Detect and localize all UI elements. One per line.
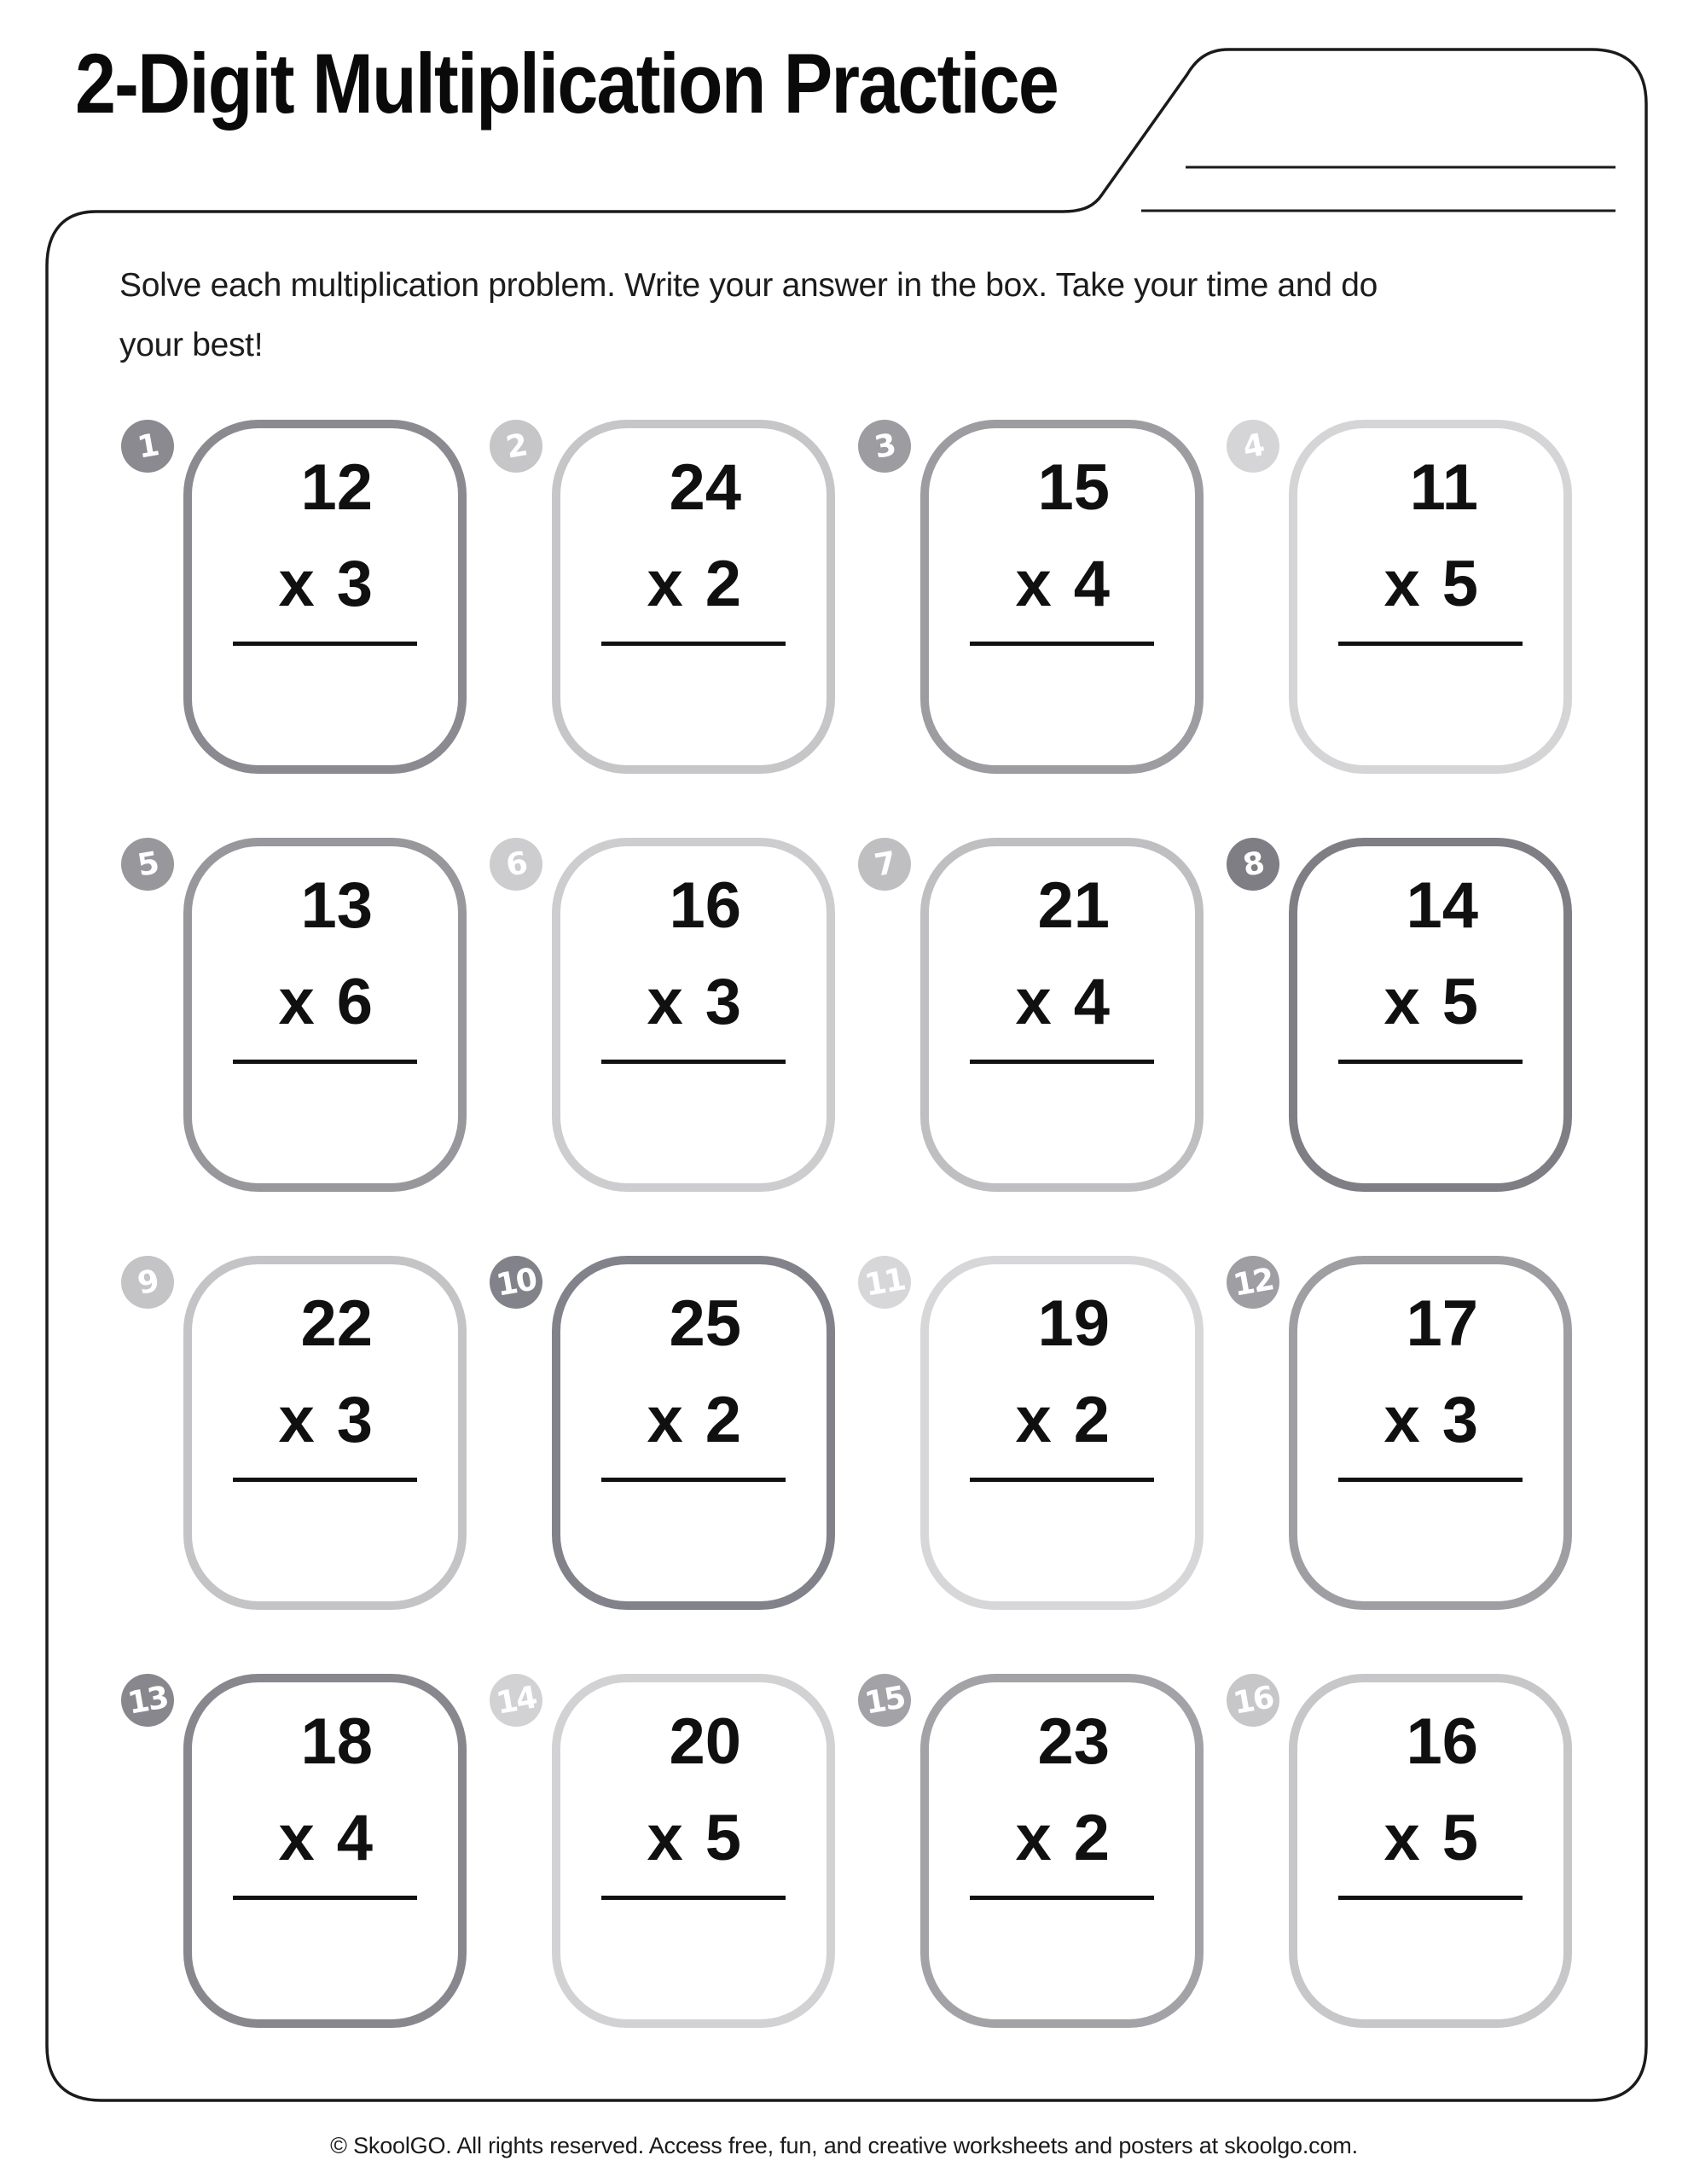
problem-number: 7 <box>872 845 897 884</box>
problem-card <box>135 1256 467 1610</box>
problem-number-badge <box>854 1670 915 1731</box>
times-symbol: x <box>647 1802 683 1874</box>
problem-number: 14 <box>493 1679 539 1722</box>
multiplicand: 15 <box>1037 451 1110 524</box>
answer-line <box>233 1060 417 1064</box>
answer-line <box>233 1896 417 1900</box>
answer-write-area[interactable] <box>1323 1906 1538 2004</box>
multiplier-row <box>647 966 741 1038</box>
multiplier-row <box>1383 1384 1478 1456</box>
multiplicand: 11 <box>1409 451 1478 524</box>
multiplicand: 24 <box>669 451 741 524</box>
problem-number-badge <box>485 415 547 477</box>
multiplier-row <box>647 1802 741 1874</box>
problem-operands <box>1015 451 1110 620</box>
answer-line <box>1338 1060 1523 1064</box>
answer-write-area[interactable] <box>218 1070 432 1168</box>
times-symbol: x <box>1015 966 1052 1038</box>
times-symbol: x <box>1015 1384 1052 1456</box>
times-symbol: x <box>278 966 315 1038</box>
problem-operands <box>278 869 373 1038</box>
problem-operands <box>278 1287 373 1456</box>
answer-line <box>601 1060 786 1064</box>
answer-line <box>970 642 1154 646</box>
multiplicand: 18 <box>300 1705 373 1778</box>
answer-line <box>601 1896 786 1900</box>
problem-card <box>493 1256 835 1610</box>
problem-card <box>872 420 1204 774</box>
problem-card <box>1230 1674 1572 2028</box>
problem-number: 10 <box>493 1261 539 1304</box>
problem-card <box>125 1674 467 2028</box>
multiplicand: 21 <box>1037 869 1110 942</box>
problem-number: 8 <box>1240 845 1266 884</box>
multiplier-row <box>1015 1384 1110 1456</box>
multiplier-row <box>647 548 741 620</box>
footer-credit: © SkoolGO. All rights reserved. Access free, fun, and creative worksheets and posters at skoolgo.com. <box>330 2133 1358 2158</box>
multiplier: 5 <box>1441 548 1478 620</box>
problem-card <box>1240 838 1572 1192</box>
problem-card <box>861 1256 1204 1610</box>
problem-number: 11 <box>861 1261 908 1304</box>
multiplicand: 19 <box>1037 1287 1110 1360</box>
problem-operands <box>1383 451 1478 620</box>
answer-write-area[interactable] <box>954 1070 1169 1168</box>
answer-write-area[interactable] <box>218 652 432 750</box>
problem-number-badge <box>485 1252 547 1313</box>
answer-write-area[interactable] <box>218 1488 432 1586</box>
instructions <box>119 256 1378 375</box>
problem-number: 16 <box>1230 1679 1276 1722</box>
multiplicand: 25 <box>669 1287 741 1360</box>
answer-write-area[interactable] <box>954 1488 1169 1586</box>
multiplier-row <box>278 966 373 1038</box>
multiplier-row <box>1015 1802 1110 1874</box>
problem-number: 1 <box>135 427 160 466</box>
multiplicand: 12 <box>300 451 373 524</box>
problem-card <box>503 420 835 774</box>
problem-operands <box>647 1287 741 1456</box>
problem-number: 2 <box>503 427 529 466</box>
answer-line <box>1338 642 1523 646</box>
problem-operands <box>1015 1287 1110 1456</box>
problem-card <box>503 838 835 1192</box>
problem-card <box>135 838 467 1192</box>
problem-card <box>135 420 467 774</box>
answer-write-area[interactable] <box>586 1488 801 1586</box>
multiplier: 3 <box>336 548 373 620</box>
problem-operands <box>278 451 373 620</box>
problem-number-badge <box>1222 1252 1284 1313</box>
times-symbol: x <box>1383 966 1420 1038</box>
multiplier-row <box>278 1802 373 1874</box>
multiplier: 3 <box>336 1384 373 1456</box>
multiplier: 2 <box>1073 1802 1110 1874</box>
times-symbol: x <box>1383 548 1420 620</box>
multiplier: 5 <box>1441 1802 1478 1874</box>
multiplier: 3 <box>1441 1384 1478 1456</box>
multiplicand: 16 <box>669 869 741 942</box>
answer-write-area[interactable] <box>218 1906 432 2004</box>
answer-line <box>970 1896 1154 1900</box>
answer-line <box>970 1060 1154 1064</box>
answer-line <box>233 642 417 646</box>
problem-number-badge <box>485 1670 547 1731</box>
problem-number: 6 <box>503 845 529 884</box>
problem-card <box>861 1674 1204 2028</box>
problem-card <box>1230 1256 1572 1610</box>
problem-number: 15 <box>861 1679 908 1722</box>
answer-line <box>601 642 786 646</box>
times-symbol: x <box>1383 1802 1420 1874</box>
answer-write-area[interactable] <box>586 1906 801 2004</box>
page-title: 2-Digit Multiplication Practice <box>75 36 1059 131</box>
problem-operands <box>1015 1705 1110 1874</box>
answer-write-area[interactable] <box>1323 1488 1538 1586</box>
problem-number: 5 <box>135 845 160 884</box>
multiplicand: 20 <box>669 1705 741 1778</box>
problem-card <box>493 1674 835 2028</box>
multiplier: 2 <box>705 548 741 620</box>
times-symbol: x <box>1015 548 1052 620</box>
multiplier-row <box>1015 966 1110 1038</box>
times-symbol: x <box>647 966 683 1038</box>
multiplier: 5 <box>1441 966 1478 1038</box>
problem-operands <box>647 1705 741 1874</box>
problem-operands <box>1015 869 1110 1038</box>
multiplier: 2 <box>1073 1384 1110 1456</box>
problem-operands <box>1383 869 1478 1038</box>
problem-number-badge <box>854 834 915 895</box>
multiplier: 4 <box>336 1802 373 1874</box>
problem-operands <box>278 1705 373 1874</box>
problem-card <box>1240 420 1572 774</box>
multiplier: 4 <box>1073 966 1110 1038</box>
multiplier-row <box>278 548 373 620</box>
answer-line <box>233 1478 417 1482</box>
problems-grid <box>125 420 1572 2028</box>
multiplier: 2 <box>705 1384 741 1456</box>
problem-number-badge <box>1222 415 1284 477</box>
multiplier: 4 <box>1073 548 1110 620</box>
answer-write-area[interactable] <box>586 1070 801 1168</box>
multiplier: 3 <box>705 966 741 1038</box>
multiplier-row <box>647 1384 741 1456</box>
multiplier-row <box>1383 966 1478 1038</box>
problem-number: 13 <box>125 1679 171 1722</box>
problem-number: 12 <box>1230 1261 1276 1304</box>
answer-line <box>601 1478 786 1482</box>
times-symbol: x <box>1015 1802 1052 1874</box>
problem-number: 4 <box>1240 427 1266 466</box>
problem-number-badge <box>1222 834 1284 895</box>
multiplier-row <box>1383 1802 1478 1874</box>
problem-number-badge <box>1222 1670 1284 1731</box>
multiplicand: 22 <box>300 1287 373 1360</box>
problem-card <box>872 838 1204 1192</box>
answer-line <box>1338 1896 1523 1900</box>
problem-number-badge <box>854 415 915 477</box>
multiplicand: 13 <box>300 869 373 942</box>
multiplicand: 17 <box>1406 1287 1478 1360</box>
answer-write-area[interactable] <box>954 1906 1169 2004</box>
problem-operands <box>1383 1705 1478 1874</box>
problem-operands <box>647 451 741 620</box>
times-symbol: x <box>278 1802 315 1874</box>
times-symbol: x <box>1383 1384 1420 1456</box>
answer-line <box>970 1478 1154 1482</box>
multiplier: 6 <box>336 966 373 1038</box>
times-symbol: x <box>647 548 683 620</box>
answer-write-area[interactable] <box>1323 652 1538 750</box>
problem-operands <box>1383 1287 1478 1456</box>
answer-write-area[interactable] <box>586 652 801 750</box>
instructions-line-1: Solve each multiplication problem. Write your answer in the box. Take your time and do <box>119 267 1378 304</box>
multiplier: 5 <box>705 1802 741 1874</box>
multiplier-row <box>1015 548 1110 620</box>
times-symbol: x <box>278 1384 315 1456</box>
multiplicand: 16 <box>1406 1705 1478 1778</box>
multiplicand: 23 <box>1037 1705 1110 1778</box>
problem-number: 3 <box>872 427 897 466</box>
instructions-line-2: your best! <box>119 327 264 363</box>
multiplier-row <box>278 1384 373 1456</box>
problem-number-badge <box>485 834 547 895</box>
answer-write-area[interactable] <box>1323 1070 1538 1168</box>
answer-write-area[interactable] <box>954 652 1169 750</box>
times-symbol: x <box>647 1384 683 1456</box>
problem-operands <box>647 869 741 1038</box>
answer-line <box>1338 1478 1523 1482</box>
problem-number: 9 <box>135 1263 160 1302</box>
times-symbol: x <box>278 548 315 620</box>
multiplier-row <box>1383 548 1478 620</box>
multiplicand: 14 <box>1406 869 1478 942</box>
problem-number-badge <box>854 1252 915 1313</box>
